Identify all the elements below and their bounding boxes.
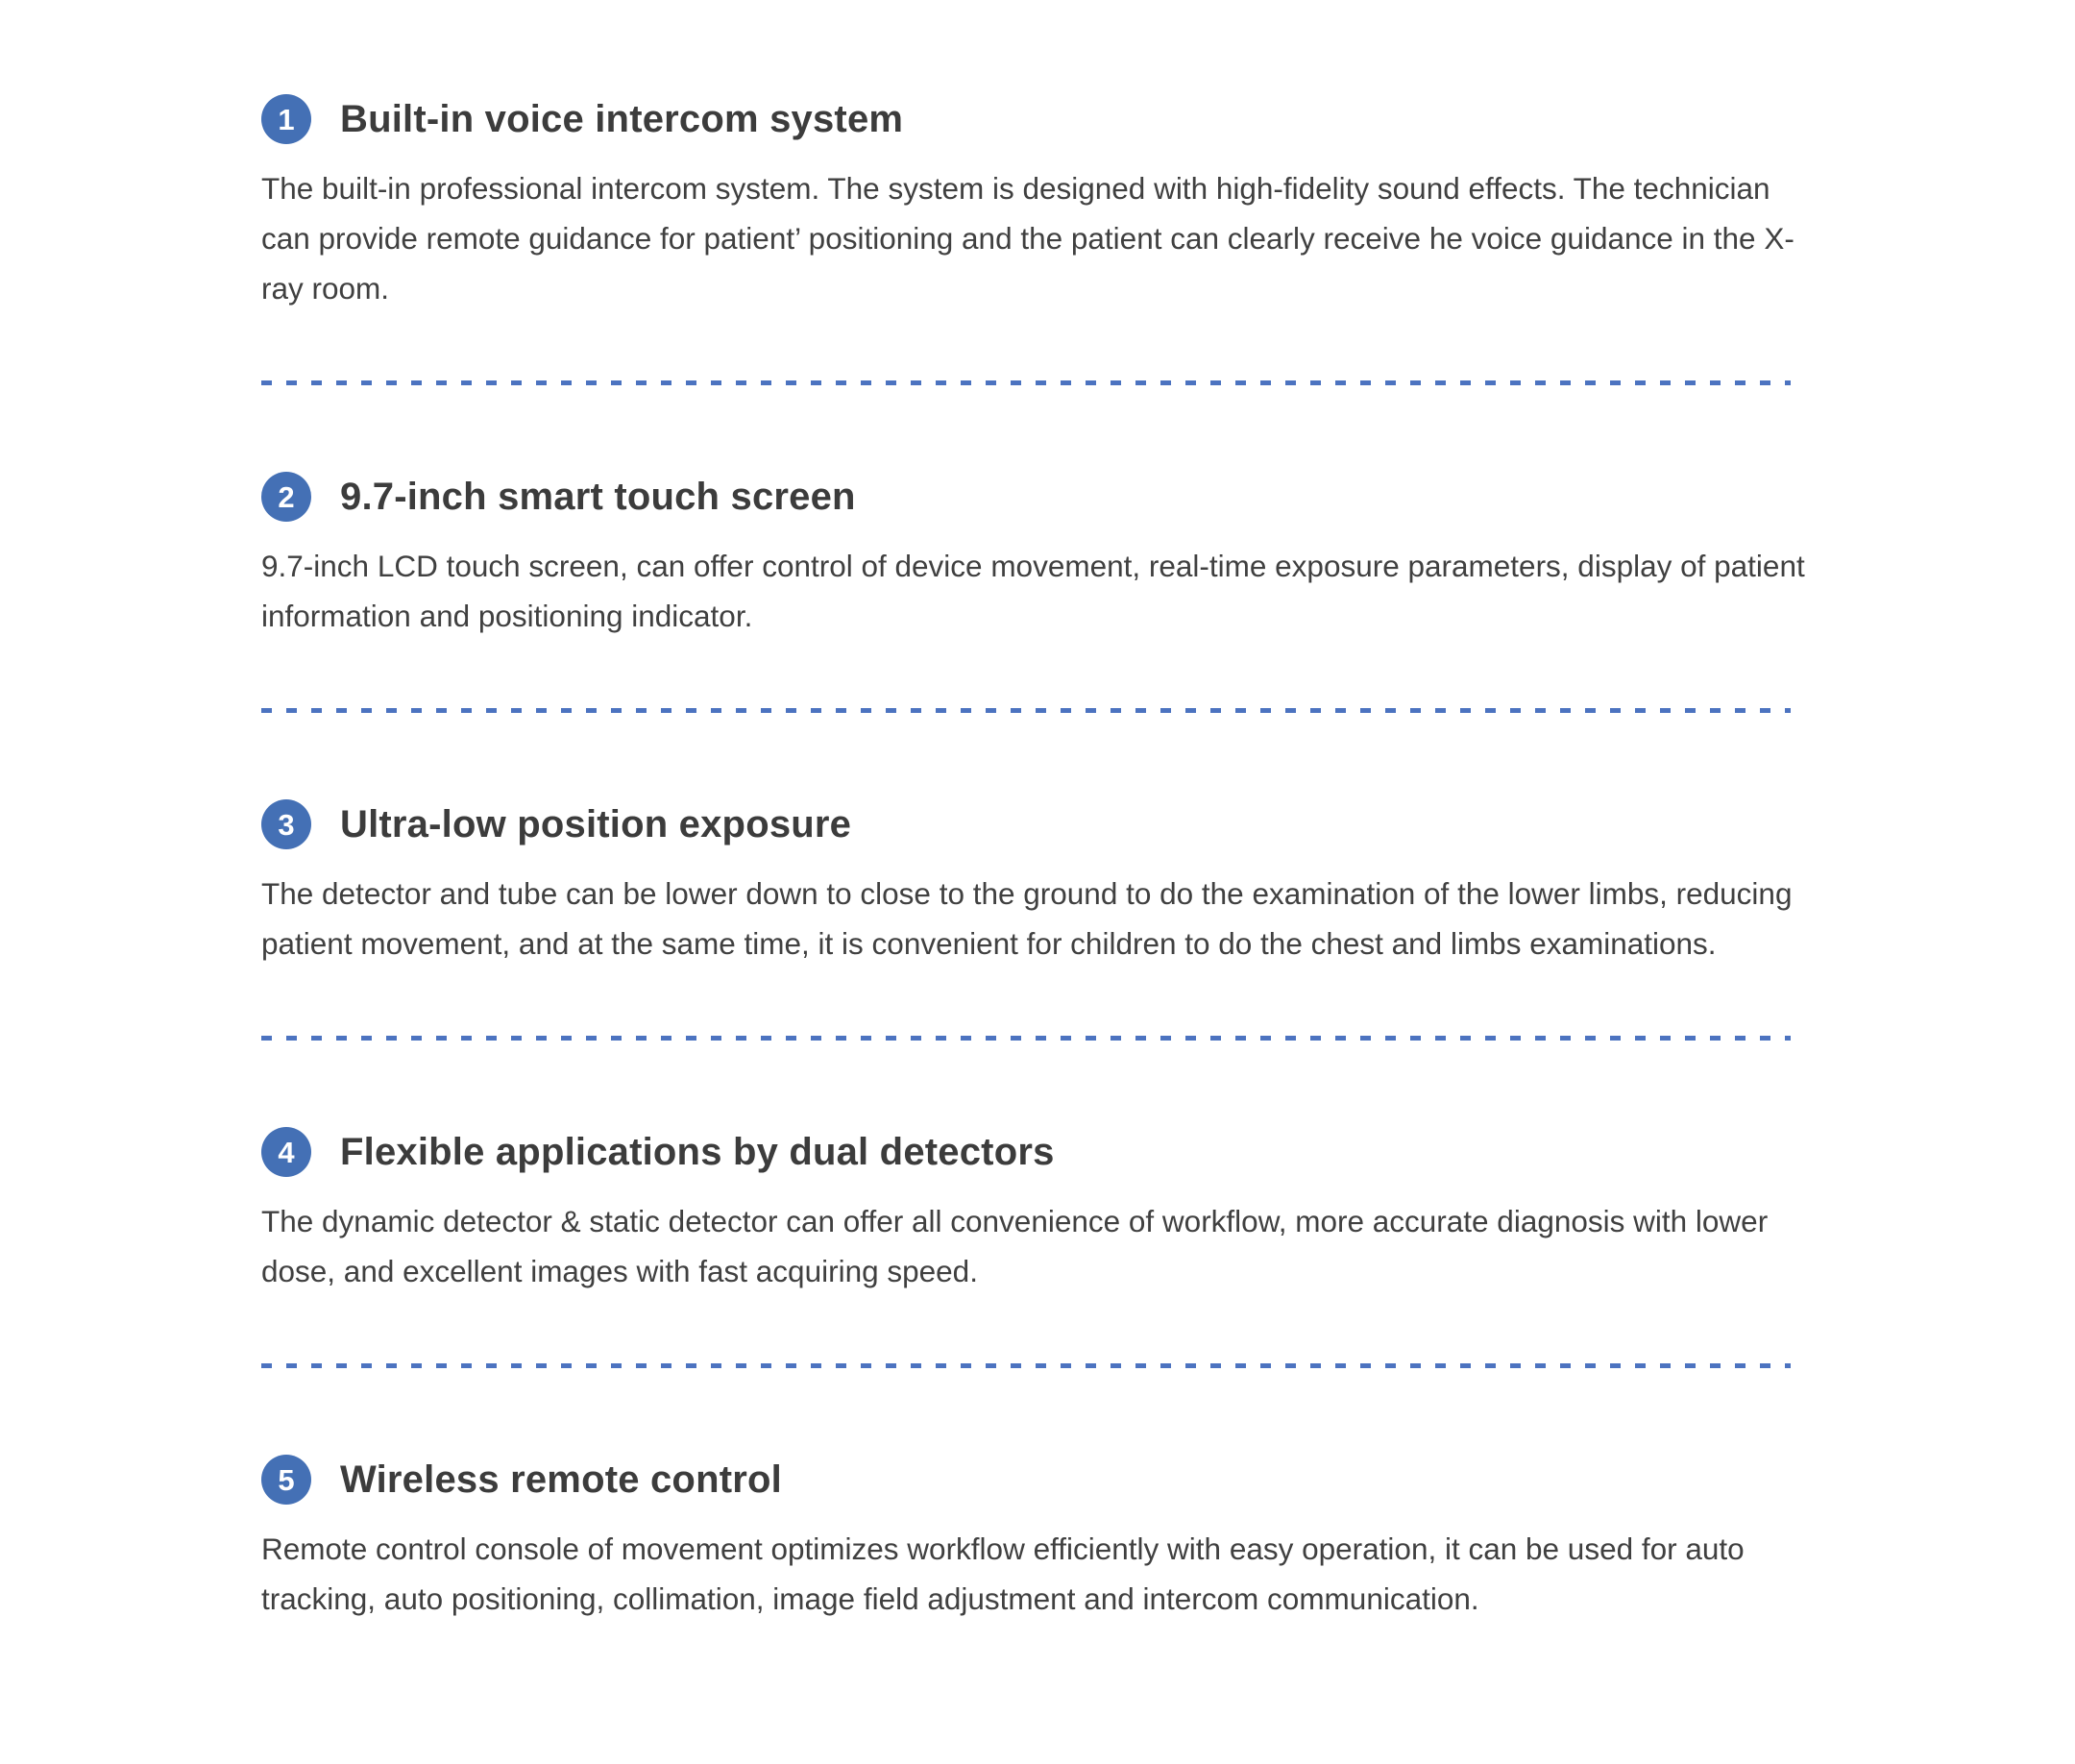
feature-title: Built-in voice intercom system [340,97,904,140]
dotted-divider [261,380,1791,385]
feature-description: Remote control console of movement optimizes workflow efficiently with easy operation, it can be used for auto tracking, auto positioning, collimation, image field adjustment and intercom communication. [261,1531,1745,1616]
feature-section-2 [261,472,2075,641]
dotted-divider [261,1363,1791,1368]
dotted-divider [261,708,1791,713]
feature-description: The dynamic detector & static detector can offer all convenience of workflow, more accurate diagnosis with lower dose, and excellent images with fast acquiring speed. [261,1204,1769,1288]
number-badge: 1 [261,94,311,144]
feature-description: The built-in professional intercom system. The system is designed with high-fidelity sound effects. The technician can provide remote guidance for patient’ positioning and the patient can clearly receive he voice guidance in the X-ray room. [261,171,1794,306]
number-badge: 2 [261,472,311,522]
feature-section-3 [261,799,2075,968]
number-badge: 3 [261,799,311,849]
feature-header [261,799,2075,849]
number-badge: 5 [261,1455,311,1505]
feature-section-1 [261,94,2075,313]
feature-title: Flexible applications by dual detectors [340,1130,1055,1173]
feature-section-4 [261,1127,2075,1296]
feature-title: Ultra-low position exposure [340,802,852,845]
feature-header [261,94,2075,144]
feature-header [261,472,2075,522]
feature-header [261,1127,2075,1177]
feature-description: 9.7-inch LCD touch screen, can offer control of device movement, real-time exposure parameters, display of patient information and positioning indicator. [261,549,1805,633]
feature-section-5 [261,1455,2075,1624]
feature-description: The detector and tube can be lower down to close to the ground to do the examination of the lower limbs, reducing patient movement, and at the same time, it is convenient for children to do the chest and limbs examinations. [261,876,1793,961]
feature-title: Wireless remote control [340,1458,782,1501]
feature-header [261,1455,2075,1505]
feature-title: 9.7-inch smart touch screen [340,475,856,518]
number-badge: 4 [261,1127,311,1177]
dotted-divider [261,1036,1791,1041]
